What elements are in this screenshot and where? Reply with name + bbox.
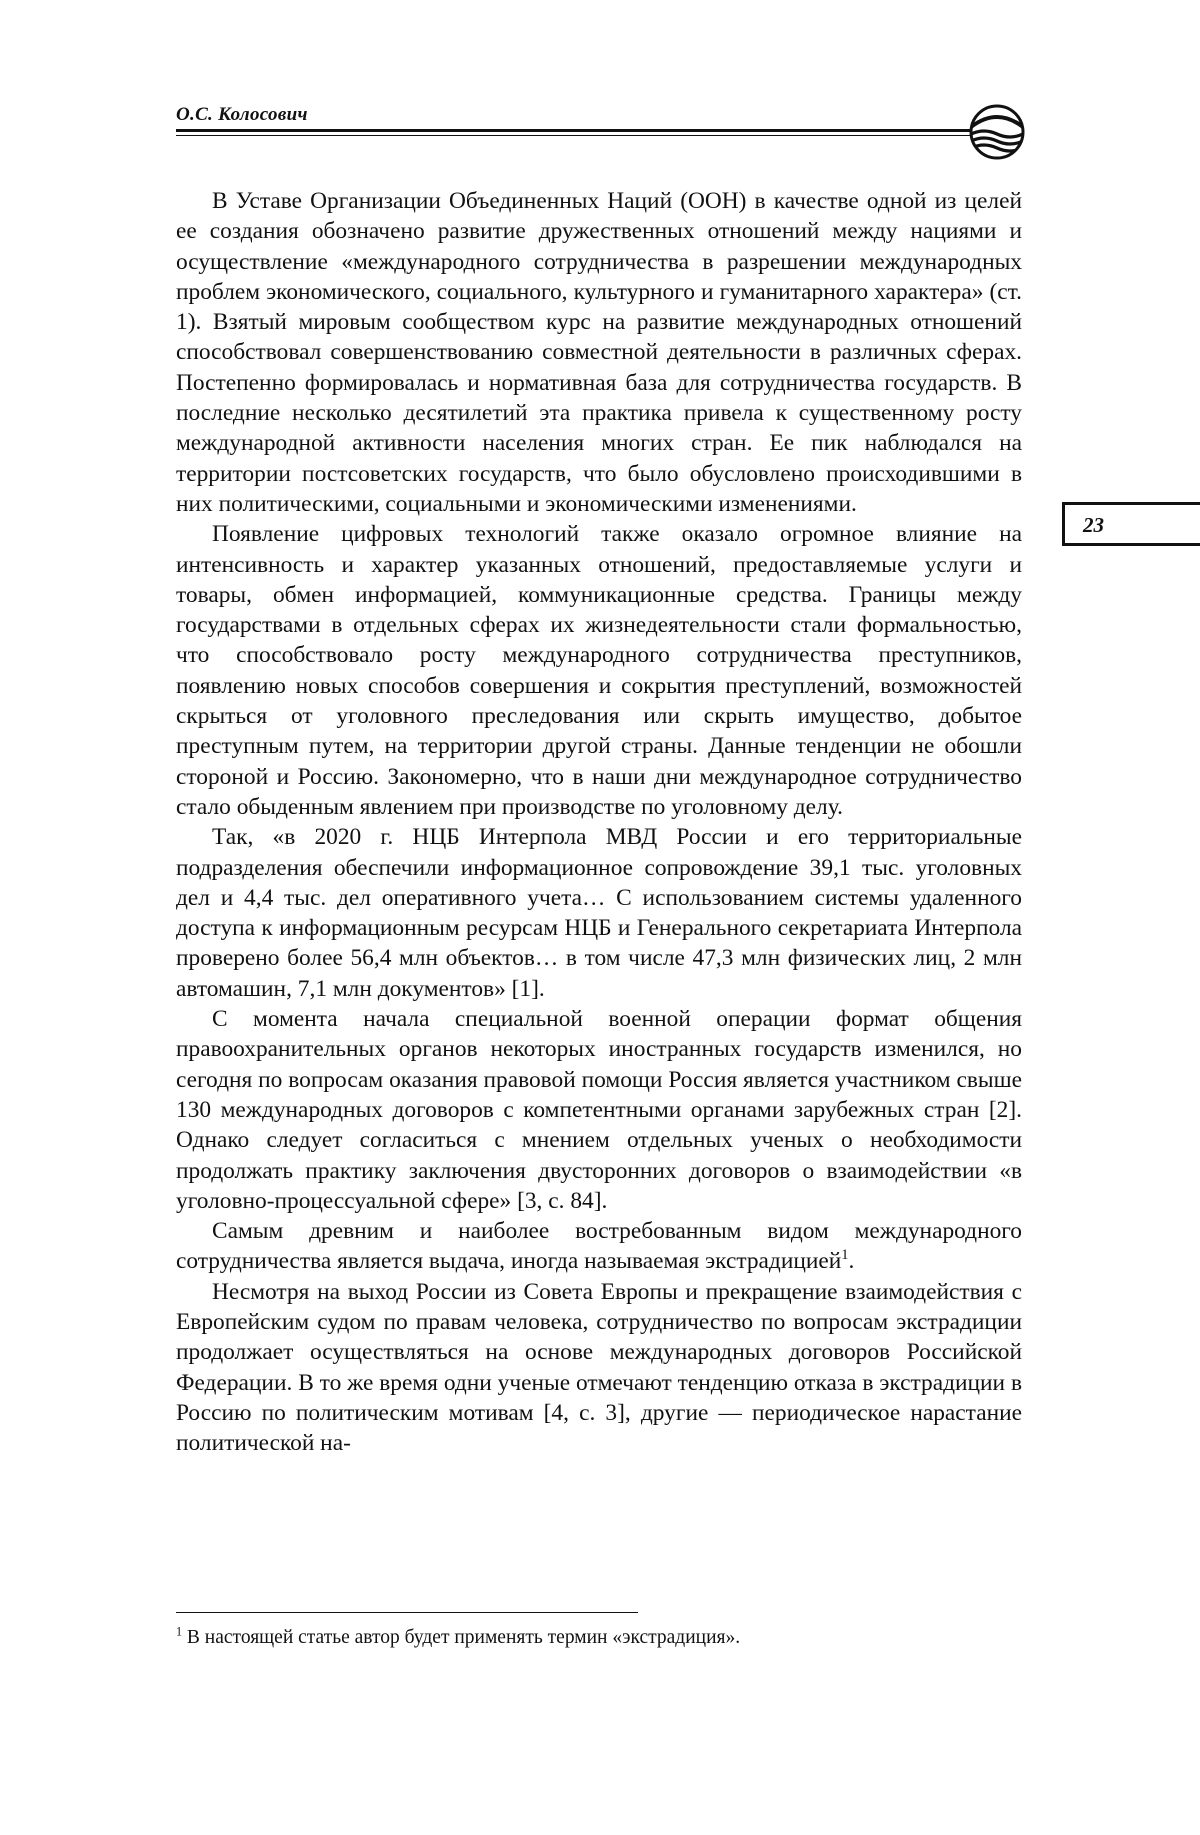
footnote-ref: 1 — [841, 1247, 849, 1264]
page-number-tab — [1062, 502, 1200, 546]
journal-logo-icon — [968, 103, 1026, 161]
paragraph: В Уставе Организации Объединенных Наций (ООН) в качестве одной из целей ее создания обозначено развитие дружественных отношений между нациями и осуществление «международного сотрудничества в разрешении международных проблем экономического, социального, культурного и гуманитарного характера» (ст. 1). Взятый мировым сообществом курс на развитие международных отношений способствовал совершенствованию совместной деятельности в различных сферах. Постепенно формировалась и нормативная база для сотрудничества государств. В последние несколько десятилетий эта практика привела к существенному росту международной активности населения многих стран. Ее пик наблюдался на территории постсоветских государств, что было обусловлено происходившими в них политическими, социальными и экономическими изменениями. — [176, 188, 1022, 517]
header-rule-thin — [176, 135, 970, 136]
page-number: 23 — [1083, 513, 1104, 537]
footnote-text: В настоящей статье автор будет применять термин «экстрадиция». — [186, 1627, 741, 1648]
article-body — [176, 186, 1022, 1458]
paragraph: С момента начала специальной военной операции формат общения правоохранительных органов некоторых иностранных государств изменился, но сегодня по вопросам оказания правовой помощи Россия является участником свыше 130 международных договоров с компетентными органами зарубежных стран [2]. Однако следует согласиться с мнением отдельных ученых о необходимости продолжать практику заключения двусторонних договоров о взаимодействии «в уголовно-процессуальной сфере» [3, с. 84]. — [176, 1006, 1022, 1214]
paragraph — [176, 1216, 1022, 1277]
footnote-mark: 1 — [176, 1624, 183, 1639]
paragraph: Появление цифровых технологий также оказало огромное влияние на интенсивность и характер указанных отношений, предоставляемые услуги и товары, обмен информацией, коммуникационные средства. Границы между государствами в отдельных сферах их жизнедеятельности стали формальностью, что способствовало росту международного сотрудничества преступников, появлению новых способов совершения и сокрытия преступлений, возможностей скрыться от уголовного преследования или скрыть имущество, добытое преступным путем, на территории другой страны. Данные тенденции не обошли стороной и Россию. Закономерно, что в наши дни международное сотрудничество стало обыденным явлением при производстве по уголовному делу. — [176, 521, 1022, 820]
paragraph-end: . — [848, 1248, 855, 1275]
paragraph-text: Самым древним и наиболее востребованным видом международного сотрудничества является выдача, иногда называемая экстрадицией — [176, 1218, 1022, 1275]
paragraph: Несмотря на выход России из Совета Европы и прекращение взаимодействия с Европейским судом по правам человека, сотрудничество по вопросам экстрадиции продолжает осуществляться на основе международных договоров Российской Федерации. В то же время одни ученые отмечают тенденцию отказа в экстрадиции в Россию по политическим мотивам [4, с. 3], другие — периодическое нарастание политической на- — [176, 1278, 1022, 1457]
footnote-rule — [176, 1612, 638, 1613]
footnote — [176, 1625, 1022, 1650]
paragraph: Так, «в 2020 г. НЦБ Интерпола МВД России и его территориальные подразделения обеспечили информационное сопровождение 39,1 тыс. уголовных дел и 4,4 тыс. дел оперативного учета… С использованием системы удаленного доступа к информационным ресурсам НЦБ и Генерального секретариата Интерпола проверено более 56,4 млн объектов… в том числе 47,3 млн физических лиц, 2 млн автомашин, 7,1 млн документов» [1]. — [176, 824, 1022, 1002]
running-head-author: О.С. Колосович — [176, 104, 308, 125]
header-rule-thick — [176, 129, 970, 132]
